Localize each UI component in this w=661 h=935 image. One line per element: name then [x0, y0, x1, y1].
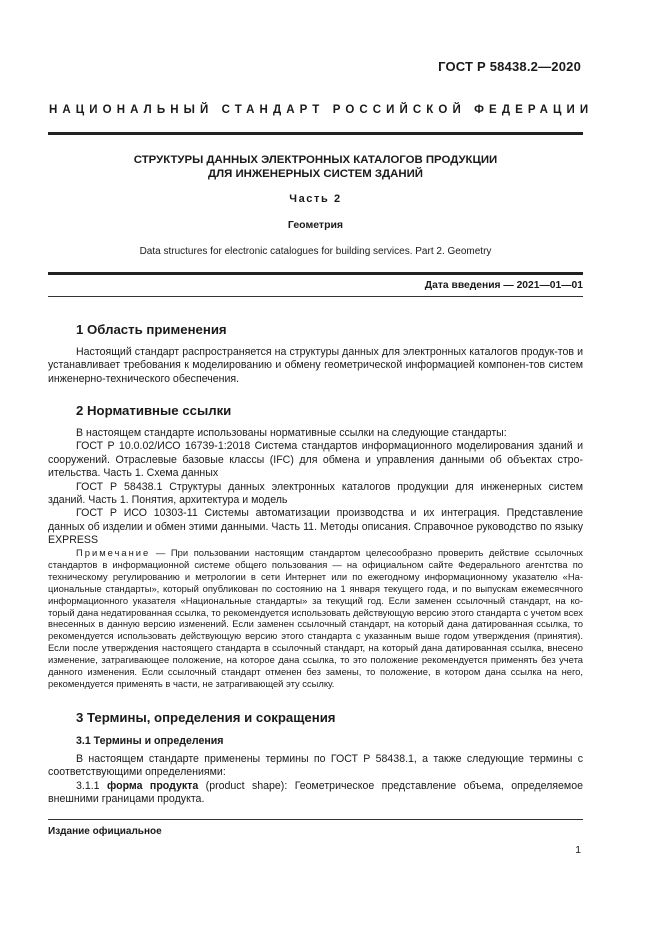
term-definition: (product shape): Геометрическое представление объема, определяемое внешними границами продукта.: [48, 779, 583, 806]
national-standard-label: НАЦИОНАЛЬНЫЙ СТАНДАРТ РОССИЙСКОЙ ФЕДЕРАЦИИ: [49, 104, 594, 116]
reference-gost-iso-10303-11: ГОСТ Р ИСО 10303-11 Системы автоматизации производства и их интеграция. Представление данных об изделии и обмен этими данными. Часть 11. Методы описания. Справочное руководство по языку EXPRESS: [48, 507, 583, 547]
document-title: [48, 153, 583, 181]
header-rule: [48, 132, 583, 135]
section-1-heading: 1 Область применения: [76, 322, 227, 337]
section-1-body: [48, 346, 583, 386]
reference-gost-58438-1: ГОСТ Р 58438.1 Структуры данных электронных каталогов продукции для инженерных систем зданий. Часть 1. Понятия, архитектура и модель: [48, 480, 583, 507]
section-2-note: [48, 547, 583, 690]
title-line-1: СТРУКТУРЫ ДАННЫХ ЭЛЕКТРОННЫХ КАТАЛОГОВ ПРОДУКЦИИ: [133, 154, 498, 166]
note-text: — При пользовании настоящим стандартом целесообразно проверить действие ссылочных стандартов в информационной системе общего пользования — на официальном сайте Федерального агентства по техническому регулированию и метрологии в сети Интернет или по ежегодному информационному указателю «На-циональные стандарты», который опубликован по состоянию на 1 января текущего года, и по выпускам ежемесячного информационного указателя «Национальные стандарты» за текущий год. Если заменен ссылочный стандарт, на ко-торый дана недатированная ссылка, то рекомендуется использовать действующую версию этого стандарта с учетом всех внесенных в данную версию изменений. Если заменен ссылочный стандарт, на который дана датированная ссылка, то рекомендуется использовать действующую версию этого стандарта с указанным выше годом утверждения (принятия). Если после утверждения настоящего стандарта в ссылочный стандарт, на который дана датированная ссылка, внесено изменение, затрагивающее положение, на которое дана ссылка, то это положение рекомендуется применять без учета данного изменения. Если ссылочный стандарт отменен без замены, то положение, в котором дана ссылка на него, рекомендуется применять в части, не затрагивающей эту ссылку.: [48, 547, 583, 689]
part-label: Часть 2: [289, 193, 342, 205]
section-3-paragraph-1: В настоящем стандарте применены термины по ГОСТ Р 58438.1, а также следующие термины с соответствующими определениями:: [48, 753, 583, 779]
section-3-heading: 3 Термины, определения и сокращения: [76, 710, 336, 725]
note-label: Примечание: [76, 547, 151, 558]
official-edition-label: Издание официальное: [48, 826, 162, 837]
introduction-date: Дата введения — 2021—01—01: [424, 280, 583, 291]
section-2-body: [48, 427, 583, 548]
english-title: Data structures for electronic catalogues for building services. Part 2. Geometry: [139, 246, 492, 257]
reference-gost-10-0-02: ГОСТ Р 10.0.02/ИСО 16739-1:2018 Система стандартов информационного моделирования зданий и сооружений. Отраслевые базовые классы (IFC) для обмена и управления данными об объектах стро-ительства. Часть 1. Схема данных: [48, 440, 583, 480]
title-rule: [48, 272, 583, 275]
term-number: 3.1.1: [76, 779, 107, 792]
page-number: 1: [575, 845, 581, 856]
term-3-1-1: [48, 780, 583, 807]
section-1-paragraph: Настоящий стандарт распространяется на структуры данных для электронных каталогов продук-тов и устанавливает требования к моделированию и обмену геометрической информацией компонен-тов систем инженерно-технического обеспечения.: [48, 346, 583, 385]
document-code: ГОСТ Р 58438.2—2020: [438, 59, 581, 74]
term-name: форма продукта: [106, 779, 199, 792]
footer-rule: [48, 819, 583, 820]
section-3-1-heading: 3.1 Термины и определения: [76, 735, 224, 747]
date-rule: [48, 296, 583, 297]
section-2-heading: 2 Нормативные ссылки: [76, 403, 232, 418]
section-2-paragraph-1: В настоящем стандарте использованы нормативные ссылки на следующие стандарты:: [76, 427, 507, 439]
title-line-2: ДЛЯ ИНЖЕНЕРНЫХ СИСТЕМ ЗДАНИЙ: [208, 168, 423, 180]
section-3-body: [48, 753, 583, 807]
subtitle: Геометрия: [287, 219, 344, 231]
